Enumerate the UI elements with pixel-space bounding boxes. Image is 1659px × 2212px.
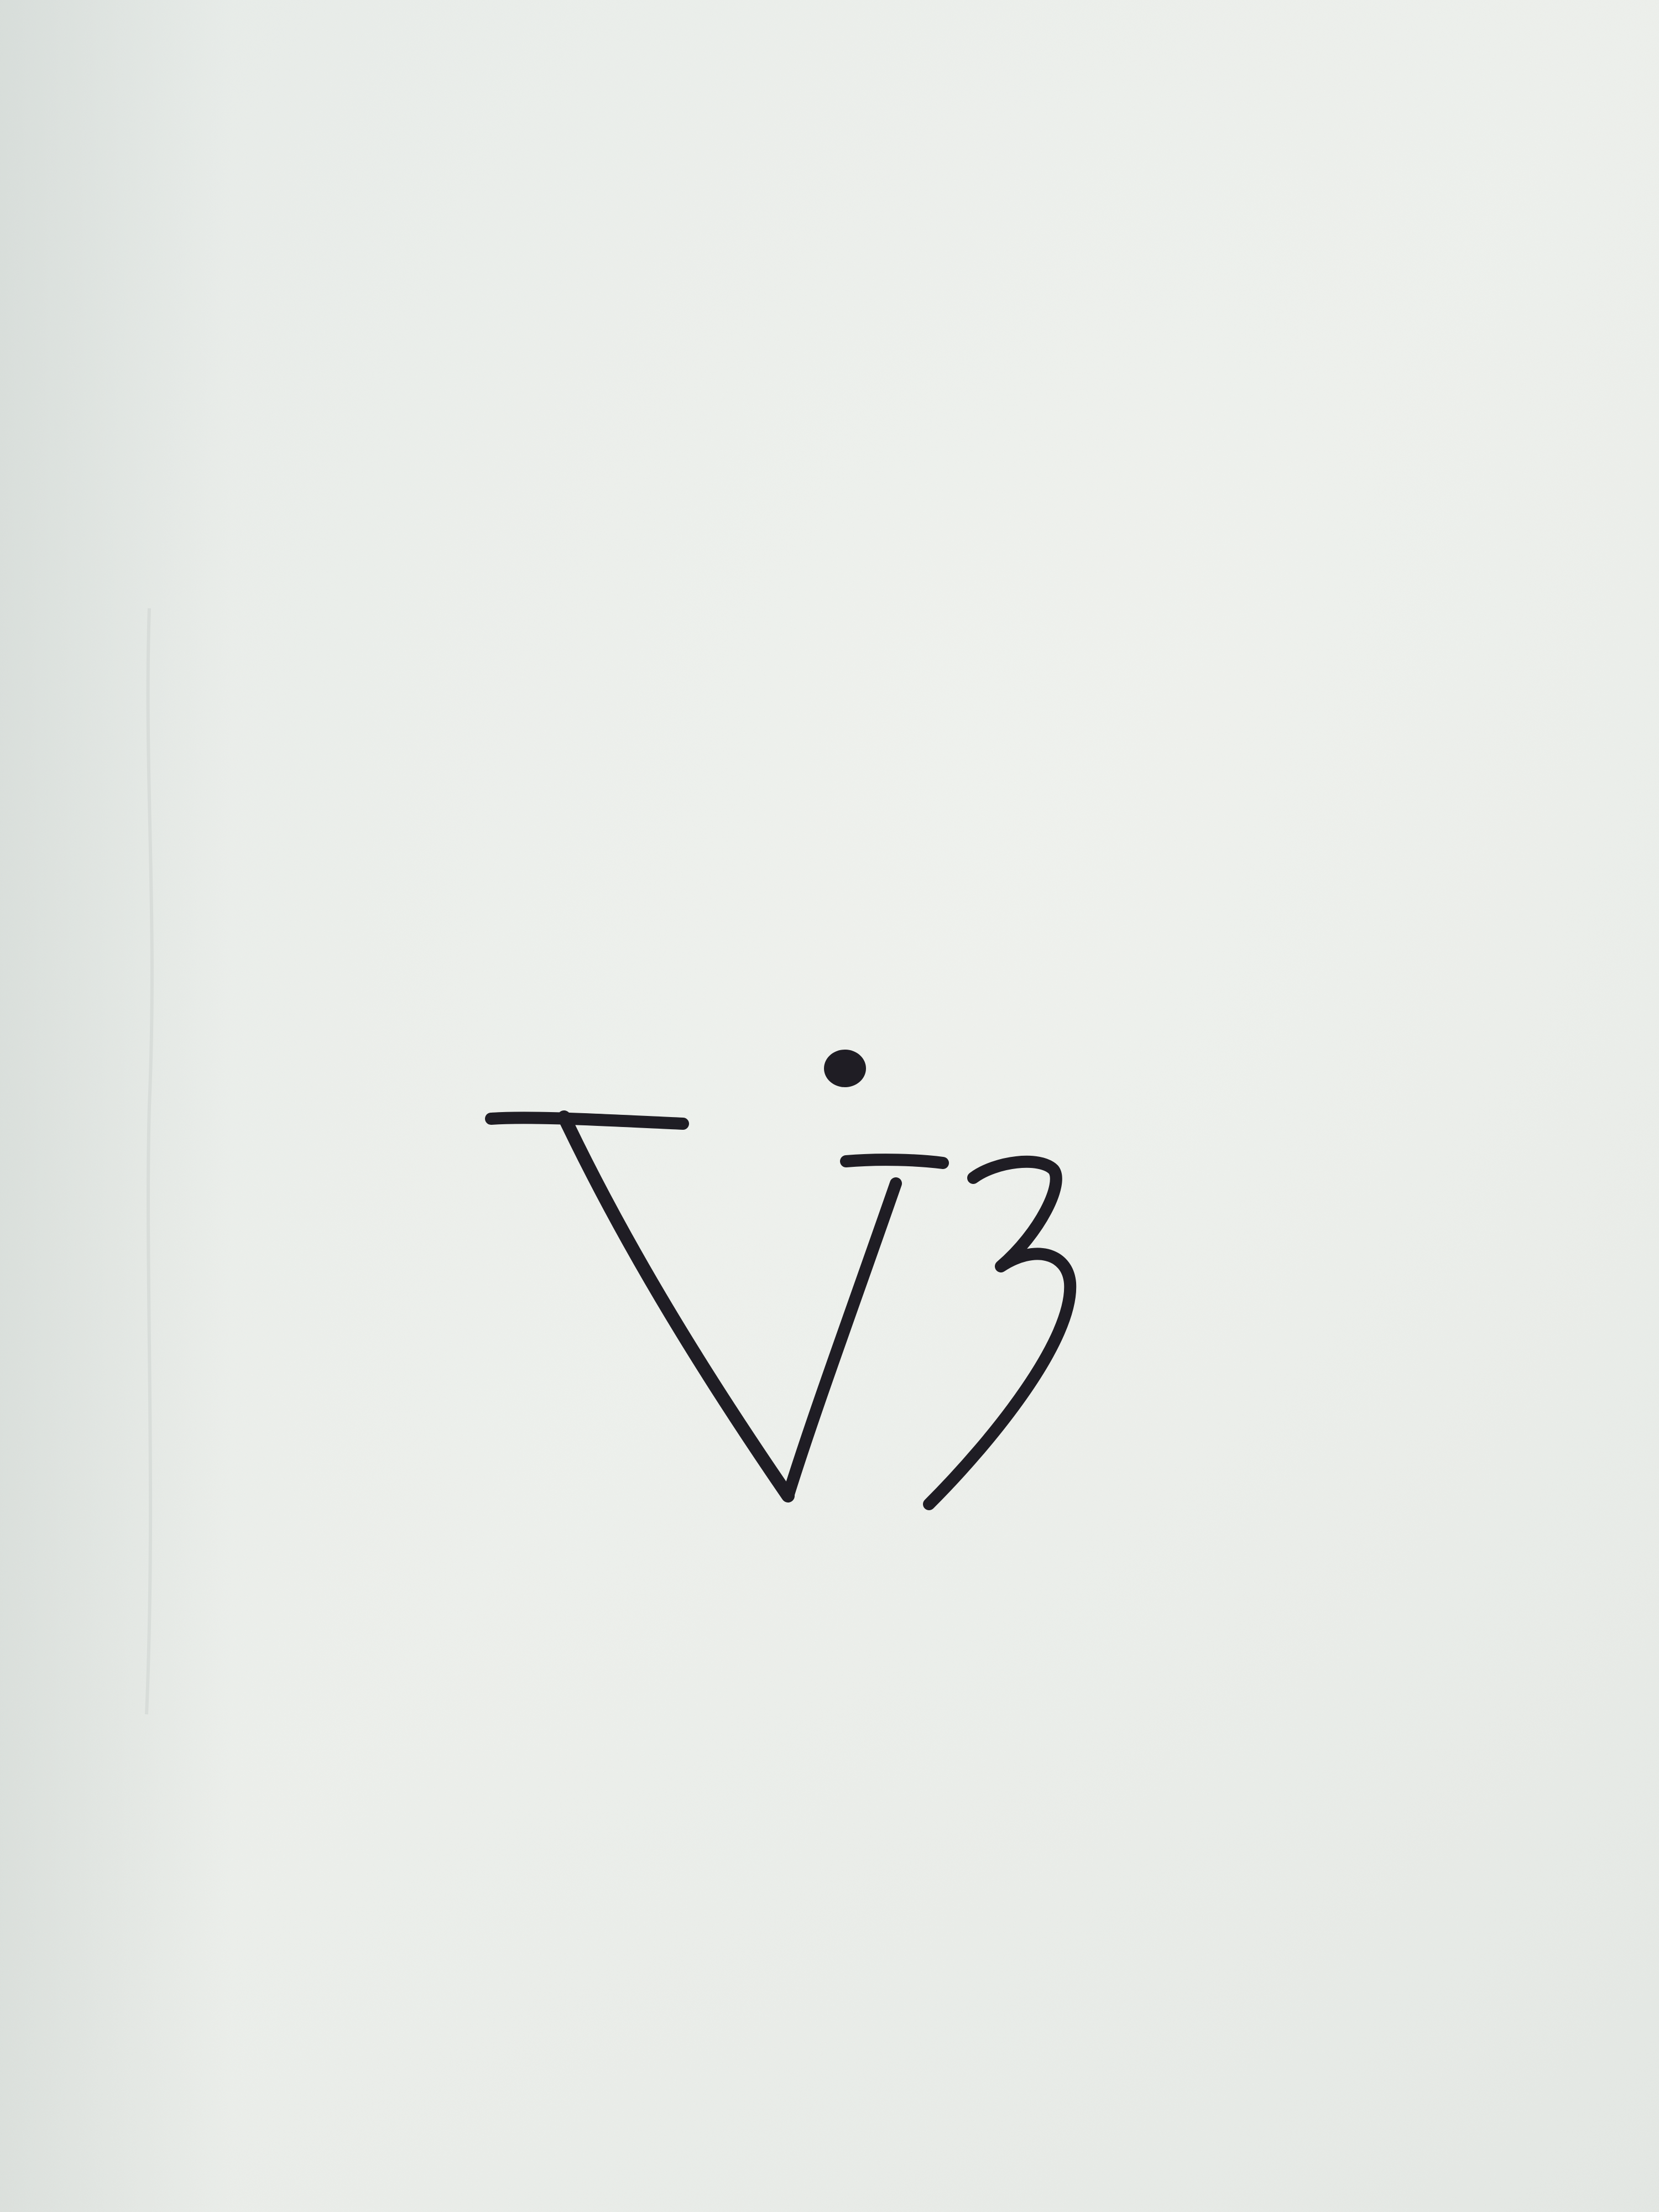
radical-right-stroke <box>788 1183 896 1496</box>
dot-glyph <box>824 1050 866 1087</box>
radical-sign-glyph <box>491 1117 943 1496</box>
digit-three-glyph <box>929 1162 1070 1504</box>
radical-top-bar <box>491 1118 683 1124</box>
radical-left-stroke <box>564 1117 788 1496</box>
radical-crossbar <box>846 1160 943 1163</box>
digit-three-stroke <box>929 1162 1070 1504</box>
dot-mark <box>824 1050 866 1087</box>
